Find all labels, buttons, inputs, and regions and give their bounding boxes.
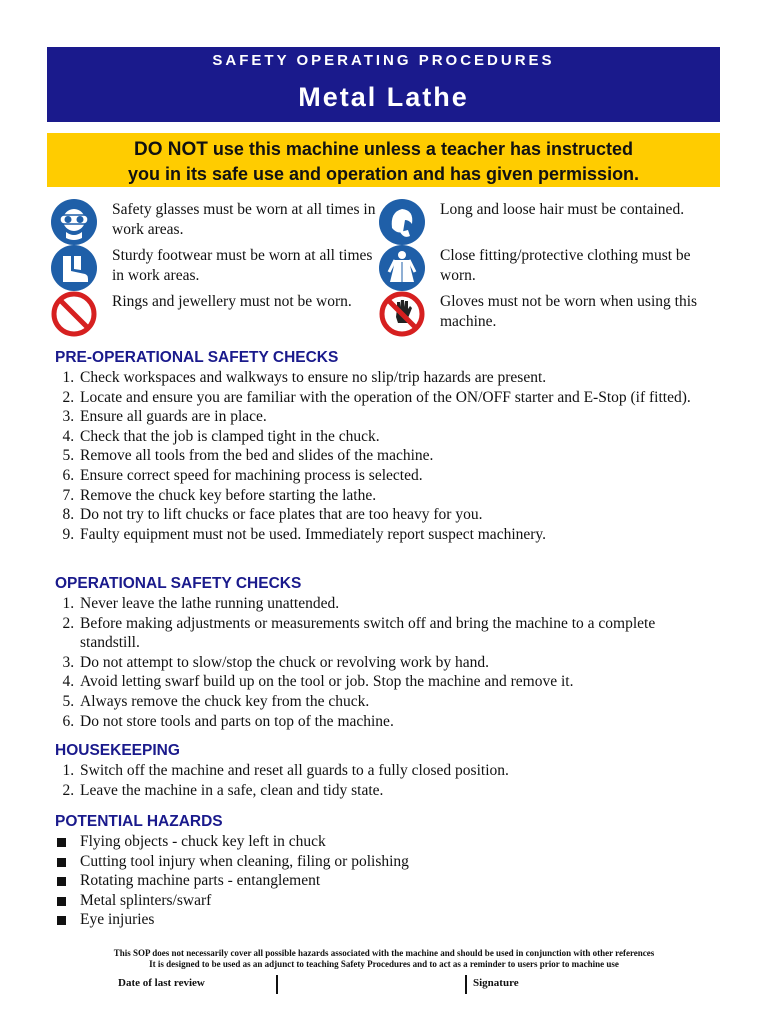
hazard-text: Cutting tool injury when cleaning, filing or polishing (80, 852, 409, 870)
list-item: 2. Locate and ensure you are familiar with the operation of the ON/OFF starter and E-Stop (if fitted). (78, 388, 715, 408)
list-item: 2. Before making adjustments or measurements switch off and bring the machine to a complete standstill. (78, 614, 715, 653)
ppe-text: Sturdy footwear must be worn at all times in work areas. (112, 247, 373, 284)
section-heading: OPERATIONAL SAFETY CHECKS (55, 575, 302, 592)
list-item: 2. Leave the machine in a safe, clean and tidy state. (78, 781, 715, 801)
list-item (55, 852, 715, 872)
housekeeping-section (55, 741, 715, 800)
signature-divider (465, 975, 467, 994)
ppe-text: Gloves must not be worn when using this machine. (440, 293, 698, 330)
list-item: 3. Ensure all guards are in place. (78, 407, 715, 427)
ppe-text: Rings and jewellery must not be worn. (112, 293, 352, 310)
list-item: 5. Always remove the chuck key from the chuck. (78, 692, 715, 712)
hazard-text: Metal splinters/swarf (80, 891, 212, 909)
ppe-item (378, 290, 708, 336)
ppe-item (50, 244, 380, 290)
hazard-text: Eye injuries (80, 911, 155, 929)
list-item: 3. Do not attempt to slow/stop the chuck or revolving work by hand. (78, 653, 715, 673)
header-banner (47, 47, 720, 122)
section-heading: HOUSEKEEPING (55, 742, 180, 759)
housekeeping-list (55, 761, 715, 800)
list-item: 6. Ensure correct speed for machining process is selected. (78, 466, 715, 486)
do-not-emphasis: DO NOT (133, 139, 208, 160)
section-heading: PRE-OPERATIONAL SAFETY CHECKS (55, 349, 339, 366)
disclaimer-line-2: It is designed to be used as an adjunct to teaching Safety Procedures and to act as a reminder to users prior to machine use (149, 959, 619, 969)
hazard-text: Flying objects - chuck key left in chuck (80, 833, 326, 850)
review-date-field[interactable] (276, 975, 278, 994)
list-item: 9. Faulty equipment must not be used. Immediately report suspect machinery. (78, 525, 715, 545)
signature-label: Signature (473, 977, 519, 989)
bullet-square-icon (57, 877, 66, 886)
warning-line-2: you in its safe use and operation and has given permission. (127, 164, 640, 184)
document-supertitle: SAFETY OPERATING PROCEDURES (212, 52, 555, 69)
hazard-text: Rotating machine parts - entanglement (80, 872, 321, 890)
list-item: 4. Check that the job is clamped tight in the chuck. (78, 427, 715, 447)
ppe-item (50, 198, 380, 244)
warning-line-1-rest: use this machine unless a teacher has instructed (207, 139, 634, 159)
list-item (55, 832, 715, 852)
ppe-text: Safety glasses must be worn at all times in work areas. (112, 201, 376, 238)
list-item: 7. Remove the chuck key before starting the lathe. (78, 486, 715, 506)
list-item: 8. Do not try to lift chucks or face plates that are too heavy for you. (78, 505, 715, 525)
list-item: 6. Do not store tools and parts on top of the machine. (78, 712, 715, 732)
section-heading: POTENTIAL HAZARDS (55, 813, 223, 830)
hazards-section (55, 812, 715, 930)
document-title: Metal Lathe (298, 82, 469, 112)
warning-banner (47, 133, 720, 187)
pre-operational-list (55, 368, 715, 544)
disclaimer-line-1: This SOP does not necessarily cover all possible hazards associated with the machine and should be used in conjunction with other references (113, 948, 655, 958)
list-item: 1. Check workspaces and walkways to ensure no slip/trip hazards are present. (78, 368, 715, 388)
ppe-item (50, 290, 380, 336)
protective-clothing-icon (378, 244, 426, 292)
list-item (55, 891, 715, 911)
list-item: 4. Avoid letting swarf build up on the tool or job. Stop the machine and remove it. (78, 672, 715, 692)
hair-contained-icon (378, 198, 426, 246)
hazards-list (55, 832, 715, 930)
ppe-text: Long and loose hair must be contained. (440, 201, 685, 218)
operational-section (55, 574, 715, 731)
review-date-label: Date of last review (118, 977, 205, 989)
list-item: 1. Never leave the lathe running unattended. (78, 594, 715, 614)
bullet-square-icon (57, 838, 66, 847)
list-item: 5. Remove all tools from the bed and slides of the machine. (78, 446, 715, 466)
warning-line-1 (47, 137, 720, 162)
bullet-square-icon (57, 897, 66, 906)
bullet-square-icon (57, 916, 66, 925)
list-item (55, 910, 715, 930)
no-gloves-icon (378, 290, 426, 338)
safety-footwear-icon (50, 244, 98, 292)
ppe-text: Close fitting/protective clothing must be worn. (440, 247, 691, 284)
operational-list (55, 594, 715, 731)
ppe-item (378, 198, 708, 244)
ppe-item (378, 244, 708, 290)
safety-glasses-icon (50, 198, 98, 246)
bullet-square-icon (57, 858, 66, 867)
list-item: 1. Switch off the machine and reset all guards to a fully closed position. (78, 761, 715, 781)
no-jewellery-icon (50, 290, 98, 338)
pre-operational-section (55, 348, 715, 544)
list-item (55, 871, 715, 891)
